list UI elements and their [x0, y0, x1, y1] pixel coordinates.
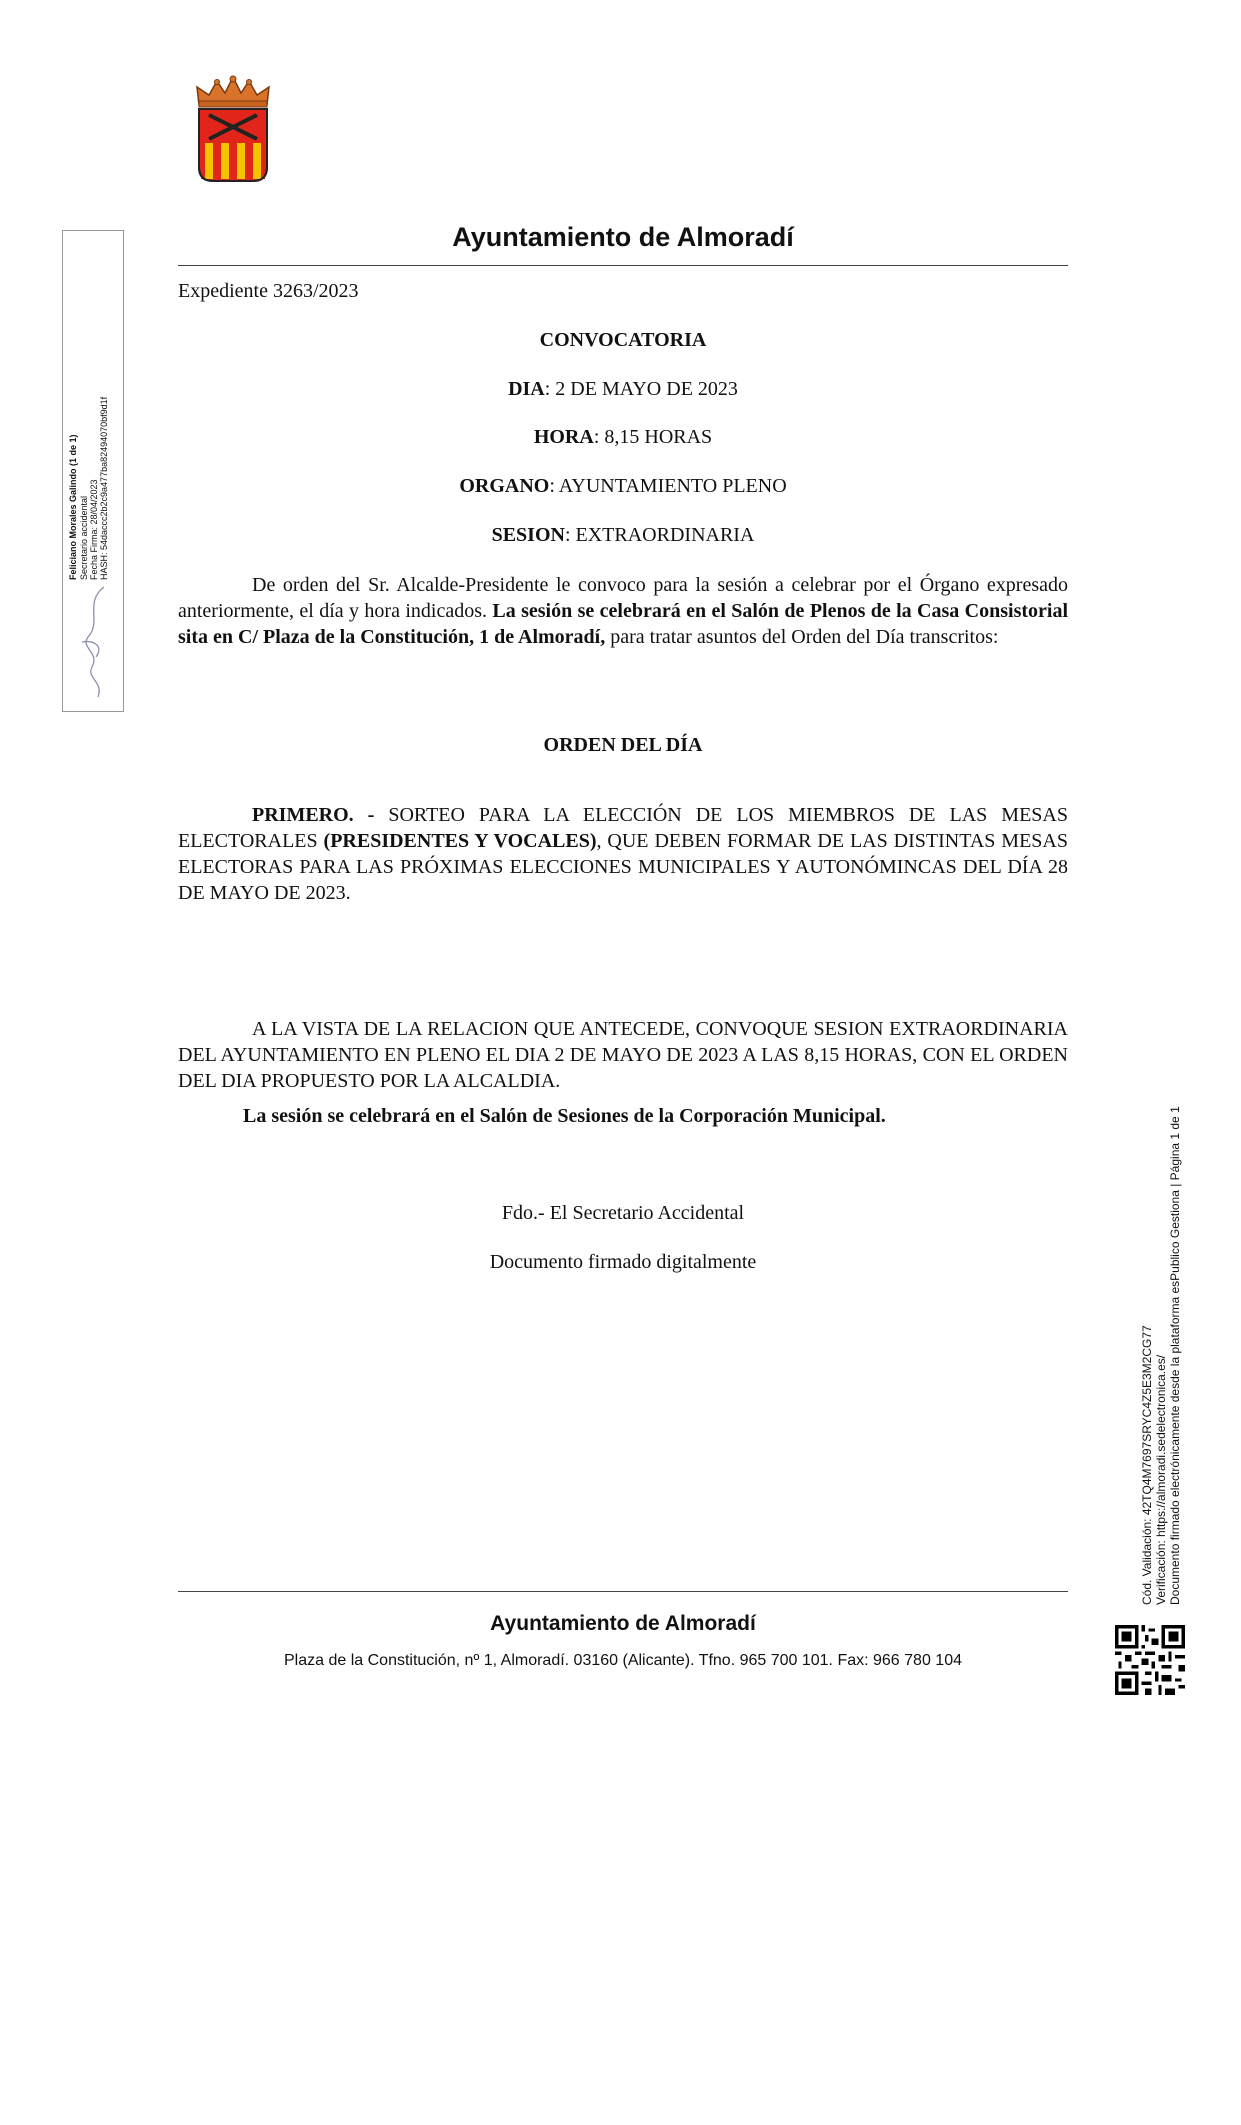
closing-paragraph: A LA VISTA DE LA RELACION QUE ANTECEDE, CONVOQUE SESION EXTRAORDINARIA DEL AYUNTAMIENTO EN PLENO EL DIA 2 DE MAYO DE 2023 A LAS 8,15 HORAS, CON EL ORDEN DEL DIA PROPUESTO POR LA ALCALDIA. [178, 1018, 1068, 1092]
intro-paragraph [178, 572, 1068, 650]
intro-text: De orden del Sr. Alcalde-Presidente le convoco para la sesión a celebrar por el Órgano expresado anteriormente, el día y hora indicados. [178, 574, 1068, 622]
signature-stamp [62, 230, 122, 710]
signature-fdo: Fdo.- El Secretario Accidental [501, 1202, 745, 1224]
signature-digital: Documento firmado digitalmente [489, 1251, 757, 1273]
validation-url: Verificación: https://almoradi.sedelectronica.es/ [1154, 1354, 1168, 1605]
dia-line [178, 376, 1068, 402]
primero-paragraph [178, 802, 1068, 906]
expediente-number: Expediente 3263/2023 [178, 280, 359, 302]
organo-line [178, 473, 1068, 499]
primero-text: SORTEO PARA LA ELECCIÓN DE LOS MIEMBROS DE LAS MESAS ELECTORALES [178, 804, 1068, 852]
stamp-date: Fecha Firma: 28/04/2023 [89, 479, 99, 580]
stamp-hash: HASH: 54daccc2b2c9a477ba82494070bf9d1f [99, 396, 109, 580]
header-title: Ayuntamiento de Almoradí [452, 222, 794, 252]
convocatoria-heading: CONVOCATORIA [539, 329, 707, 351]
organo-label: ORGANO [459, 475, 550, 497]
closing-bold-line: La sesión se celebrará en el Salón de Sesiones de la Corporación Municipal. [243, 1105, 886, 1127]
organo-value: : AYUNTAMIENTO PLENO [549, 475, 787, 497]
sesion-label: SESION [491, 524, 565, 546]
primero-text-end: , QUE DEBEN FORMAR DE LAS DISTINTAS MESAS ELECTORAS PARA LAS PRÓXIMAS ELECCIONES MUNICIPALES Y AUTONÓMINCAS DEL DÍA 28 DE MAYO DE 2023. [178, 830, 1068, 904]
stamp-signer: Feliciano Morales Galindo (1 de 1) [68, 434, 78, 580]
hora-value: : 8,15 HORAS [593, 426, 713, 448]
coat-of-arms-logo [193, 75, 273, 185]
qr-code-icon [1115, 1625, 1185, 1695]
validation-code: Cód. Validación: 42TQ4M7697SRYC4Z5E3M2CG77 [1140, 1325, 1154, 1605]
header-divider [178, 265, 1068, 266]
primero-label: PRIMERO. - [252, 804, 375, 826]
hora-label: HORA [533, 426, 594, 448]
dia-value: : 2 DE MAYO DE 2023 [544, 378, 738, 400]
footer-divider [178, 1591, 1068, 1592]
sesion-line [178, 522, 1068, 548]
orden-del-dia-heading: ORDEN DEL DÍA [543, 734, 703, 756]
footer-title: Ayuntamiento de Almoradí [490, 1612, 756, 1635]
handwritten-signature [74, 582, 114, 702]
dia-label: DIA [508, 378, 545, 400]
stamp-role: Secretario accidental [79, 495, 89, 580]
footer-address: Plaza de la Constitución, nº 1, Almoradí. 03160 (Alicante). Tfno. 965 700 101. Fax: 966 780 104 [284, 1652, 962, 1669]
hora-line [178, 424, 1068, 450]
validation-platform: Documento firmado electrónicamente desde la plataforma esPublico Gestiona | Página 1 de 1 [1168, 1106, 1182, 1605]
intro-location: La sesión se celebrará en el Salón de Plenos de la Casa Consistorial sita en C/ Plaza de la Constitución, 1 de Almoradí, [178, 600, 1068, 648]
intro-text-end: para tratar asuntos del Orden del Día transcritos: [605, 626, 999, 648]
primero-bold: (PRESIDENTES Y VOCALES) [323, 830, 597, 852]
sesion-value: : EXTRAORDINARIA [564, 524, 755, 546]
